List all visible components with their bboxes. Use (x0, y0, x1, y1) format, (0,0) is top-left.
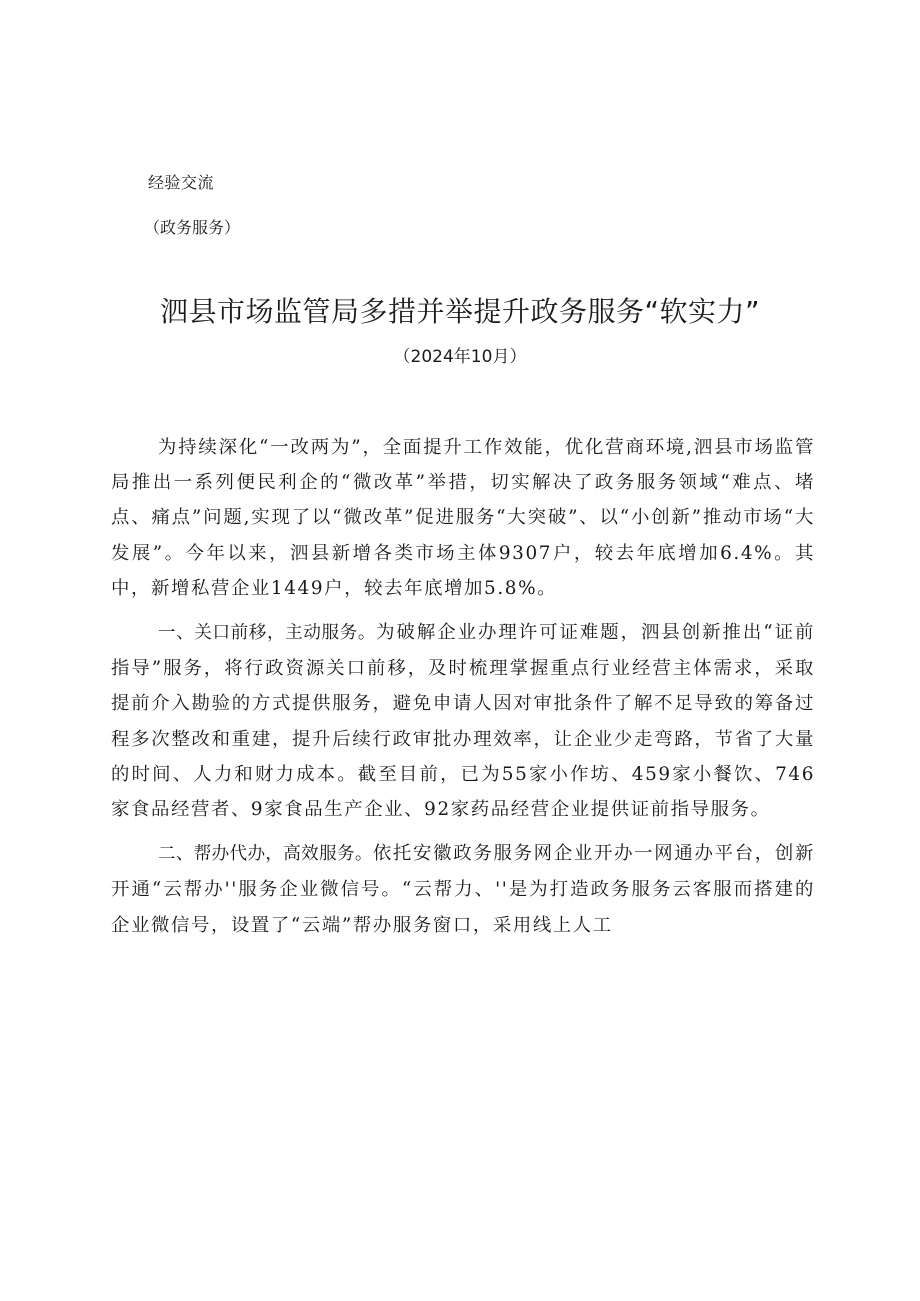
section-heading: 二、帮办代办，高效服务。 (157, 844, 373, 865)
paragraph-text: 依托安徽政务服务网企业开办一网通办平台，创新开通“云帮办''服务企业微信号。“云帮力、''是为打造政务服务云客服而搭建的企业微信号，设置了“云端”帮办服务窗口，采用线上人工 (111, 843, 816, 936)
article-date: （2024年10月） (393, 347, 527, 367)
paragraph-text: 为破解企业办理许可证难题，泗县创新推出“证前指导”服务，将行政资源关口前移，及时梳理掌握重点行业经营主体需求，采取提前介入勘验的方式提供服务，避免申请人因对审批条件了解不足导致的筹备过程多次整改和重建，提升后续行政审批办理效率，让企业少走弯路，节省了大量的时间、人力和财力成本。截至目前，已为55家小作坊、459家小餐饮、746家食品经营者、9家食品生产企业、92家药品经营企业提供证前指导服务。 (111, 622, 815, 821)
subcategory-label: （政务服务） (144, 218, 241, 237)
section-heading: 一、关口前移，主动服务。 (157, 623, 377, 644)
paragraph-section-2 (111, 836, 815, 943)
paragraph-text: 为持续深化“一改两为”，全面提升工作效能，优化营商环境,泗县市场监管局推出一系列便民利企的“微改革”举措，切实解决了政务服务领域“难点、堵点、痛点”问题,实现了以“微改革”促进服务“大突破”、以“小创新”推动市场“大发展”。今年以来，泗县新增各类市场主体9307户，较去年底增加6.4%。其中，新增私营企业1449户，较去年底增加5.8%。 (111, 437, 815, 599)
article-body (111, 430, 815, 943)
category-label: 经验交流 (148, 173, 215, 192)
paragraph-section-1 (111, 615, 815, 827)
paragraph-intro (111, 430, 815, 606)
article-title: 泗县市场监管局多措并举提升政务服务“软实力” (159, 295, 760, 328)
